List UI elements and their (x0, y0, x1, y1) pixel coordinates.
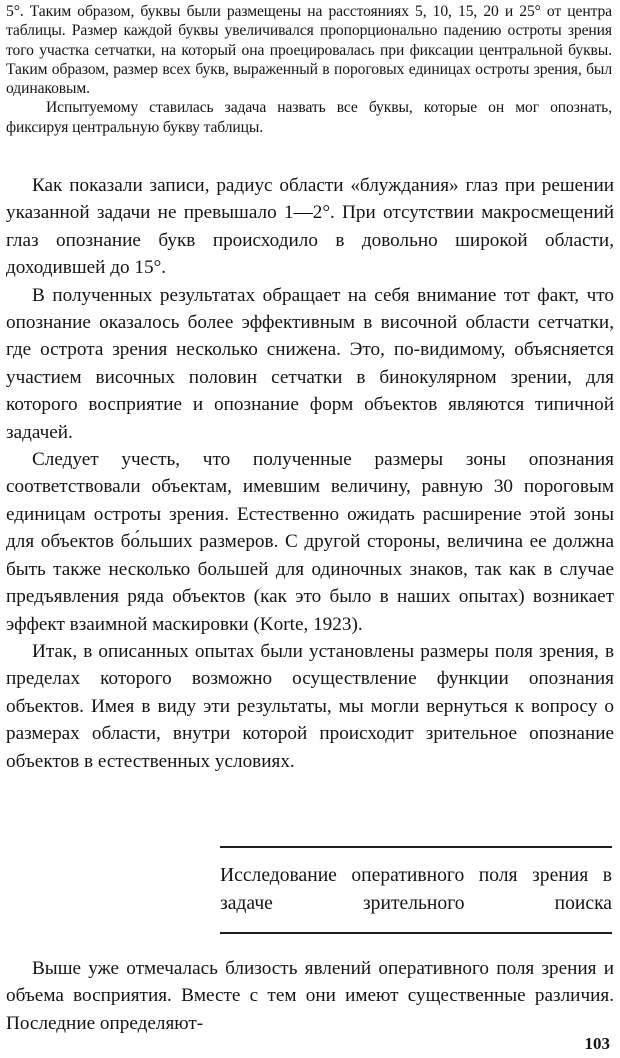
paragraph-zone-size: Следует учесть, что полученные размеры зоны опознания соответствовали объектам, имевшим величину, равную 30 пороговым единицам остроты зрения. Естественно ожидать расширение этой зоны для объектов бо́льших размеров. С другой стороны, величина ее должна быть также несколько большей для одиночных знаков, так как в случае предъявления ряда объектов (как это было в наших опытах) возникает эффект взаимной маскировки (Korte, 1923). (6, 449, 614, 635)
body-text (6, 172, 614, 775)
paragraph-eye-wandering: Как показали записи, радиус области «блуждания» глаз при решении указанной задачи не превышало 1—2°. При отсутствии макросмещений глаз опознание букв происходило в довольно широкой области, доходившей до 15°. (6, 175, 614, 279)
paragraph-temporal-area: В полученных результатах обращает на себя внимание тот факт, что опознание оказалось более эффективным в височной области сетчатки, где острота зрения несколько снижена. Это, по-видимому, объясняется участием височных половин сетчатки в бинокулярном зрении, для которого восприятие и опознание форм объектов являются типичной задачей. (6, 284, 614, 443)
heading-top-rule (220, 846, 612, 848)
section-body (6, 955, 614, 1037)
heading-bottom-rule (220, 932, 612, 934)
footnote-paragraph-2: Испытуемому ставилась задача назвать все буквы, которые он мог опознать, фиксируя центральную букву таблицы. (6, 99, 612, 136)
section-heading: Исследование оперативного поля зрения в задаче зрительного поиска (220, 865, 612, 914)
paragraph-operative-field: Выше уже отмечалась близость явлений оперативного поля зрения и объема восприятия. Вместе с тем они имеют существенные различия. Последние определяют- (6, 958, 614, 1034)
footnote-paragraph-1: 5°. Таким образом, буквы были размещены на расстояниях 5, 10, 15, 20 и 25° от центра таблицы. Размер каждой буквы увеличивался пропорционально падению остроты зрения того участка сетчатки, на который она проецировалась при фиксации центральной буквы. Таким образом, размер всех букв, выраженный в пороговых единицах остроты зрения, был одинаковым. (6, 3, 612, 98)
footnote-block (6, 2, 612, 137)
page-number: 103 (584, 1034, 610, 1053)
paragraph-conclusion: Итак, в описанных опытах были установлены размеры поля зрения, в пределах которого возможно осуществление функции опознания объектов. Имея в виду эти результаты, мы могли вернуться к вопросу о размерах области, внутри которой происходит зрительное опознание объектов в естественных условиях. (6, 640, 614, 772)
